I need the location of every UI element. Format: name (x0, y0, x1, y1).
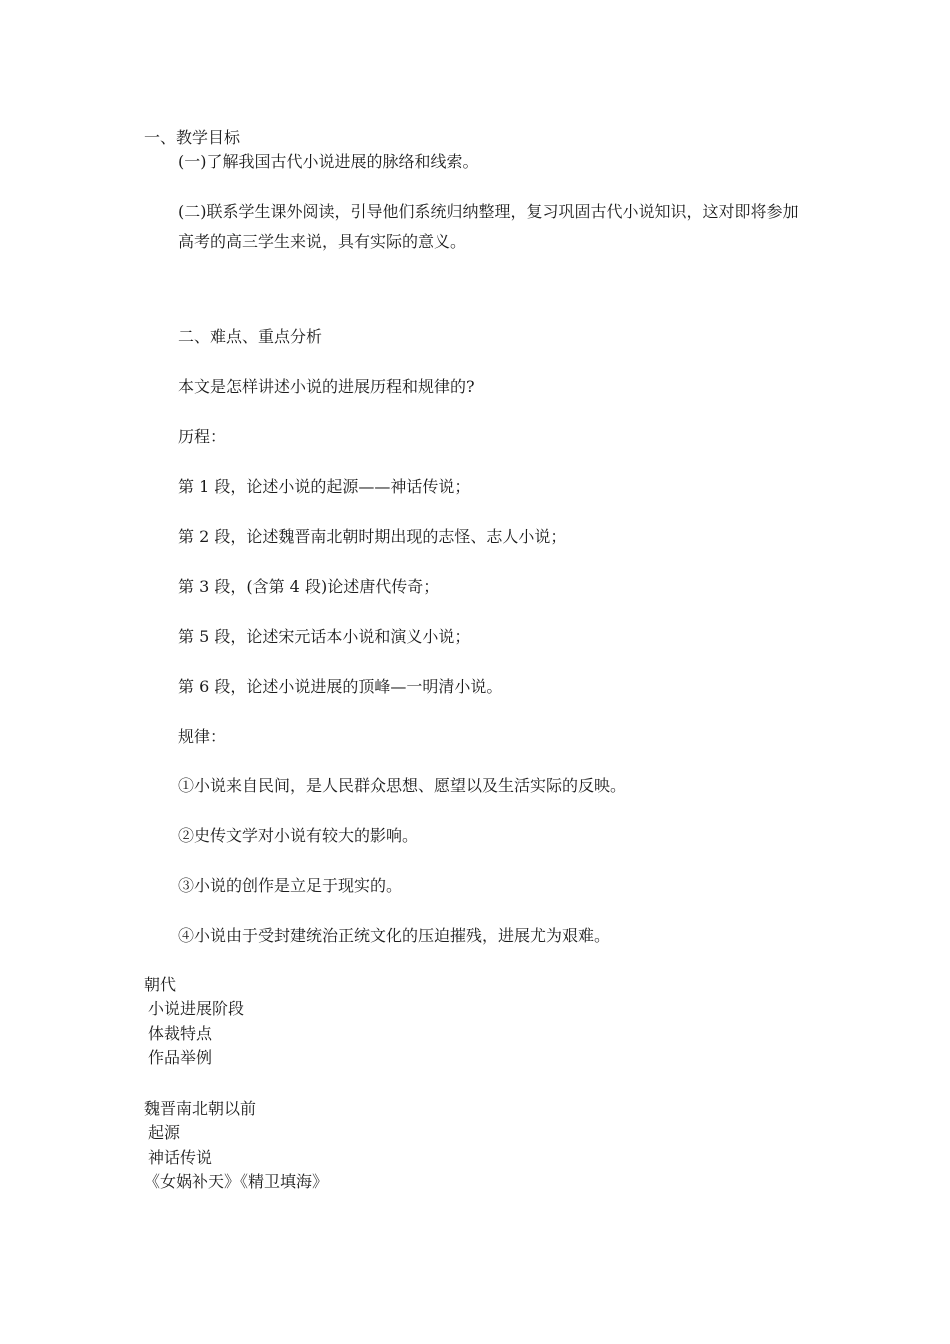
table-header-dynasty: 朝代 (144, 975, 177, 994)
course-item: 第 2 段，论述魏晋南北朝时期出现的志怪、志人小说； (178, 527, 567, 546)
course-item: 第 3 段，(含第 4 段)论述唐代传奇； (178, 577, 440, 596)
rules-label: 规律： (178, 727, 227, 746)
course-label: 历程： (178, 427, 227, 446)
goals-heading: 一、教学目标 (144, 128, 241, 147)
table-header-genre: 体裁特点 (148, 1024, 213, 1043)
analysis-question: 本文是怎样讲述小说的进展历程和规律的? (178, 377, 475, 396)
analysis-heading: 二、难点、重点分析 (178, 327, 323, 346)
rule-item: ①小说来自民间，是人民群众思想、愿望以及生活实际的反映。 (178, 776, 627, 795)
table-header-stage: 小说进展阶段 (148, 999, 245, 1018)
rule-item: ④小说由于受封建统治正统文化的压迫摧残，进展尤为艰难。 (178, 926, 611, 945)
rule-item: ③小说的创作是立足于现实的。 (178, 876, 403, 895)
table-cell-stage: 起源 (148, 1123, 181, 1142)
course-item: 第 6 段，论述小说进展的顶峰—一明清小说。 (178, 677, 503, 696)
goal-item-1: (一)了解我国古代小说进展的脉络和线索。 (178, 152, 479, 171)
table-cell-genre: 神话传说 (148, 1148, 213, 1167)
goal-item-2-text: (二)联系学生课外阅读，引导他们系统归纳整理，复习巩固古代小说知识，这对即将参加高考的高三学生来说，具有实际的意义。 (178, 202, 799, 251)
rule-item: ②史传文学对小说有较大的影响。 (178, 826, 419, 845)
goal-item-2 (144, 197, 814, 257)
table-cell-examples: 《女娲补天》《精卫填海》 (144, 1172, 329, 1191)
course-item: 第 5 段，论述宋元话本小说和演义小说； (178, 627, 471, 646)
table-header-examples: 作品举例 (148, 1048, 213, 1067)
table-cell-dynasty: 魏晋南北朝以前 (144, 1099, 257, 1118)
course-item: 第 1 段，论述小说的起源——神话传说； (178, 477, 471, 496)
